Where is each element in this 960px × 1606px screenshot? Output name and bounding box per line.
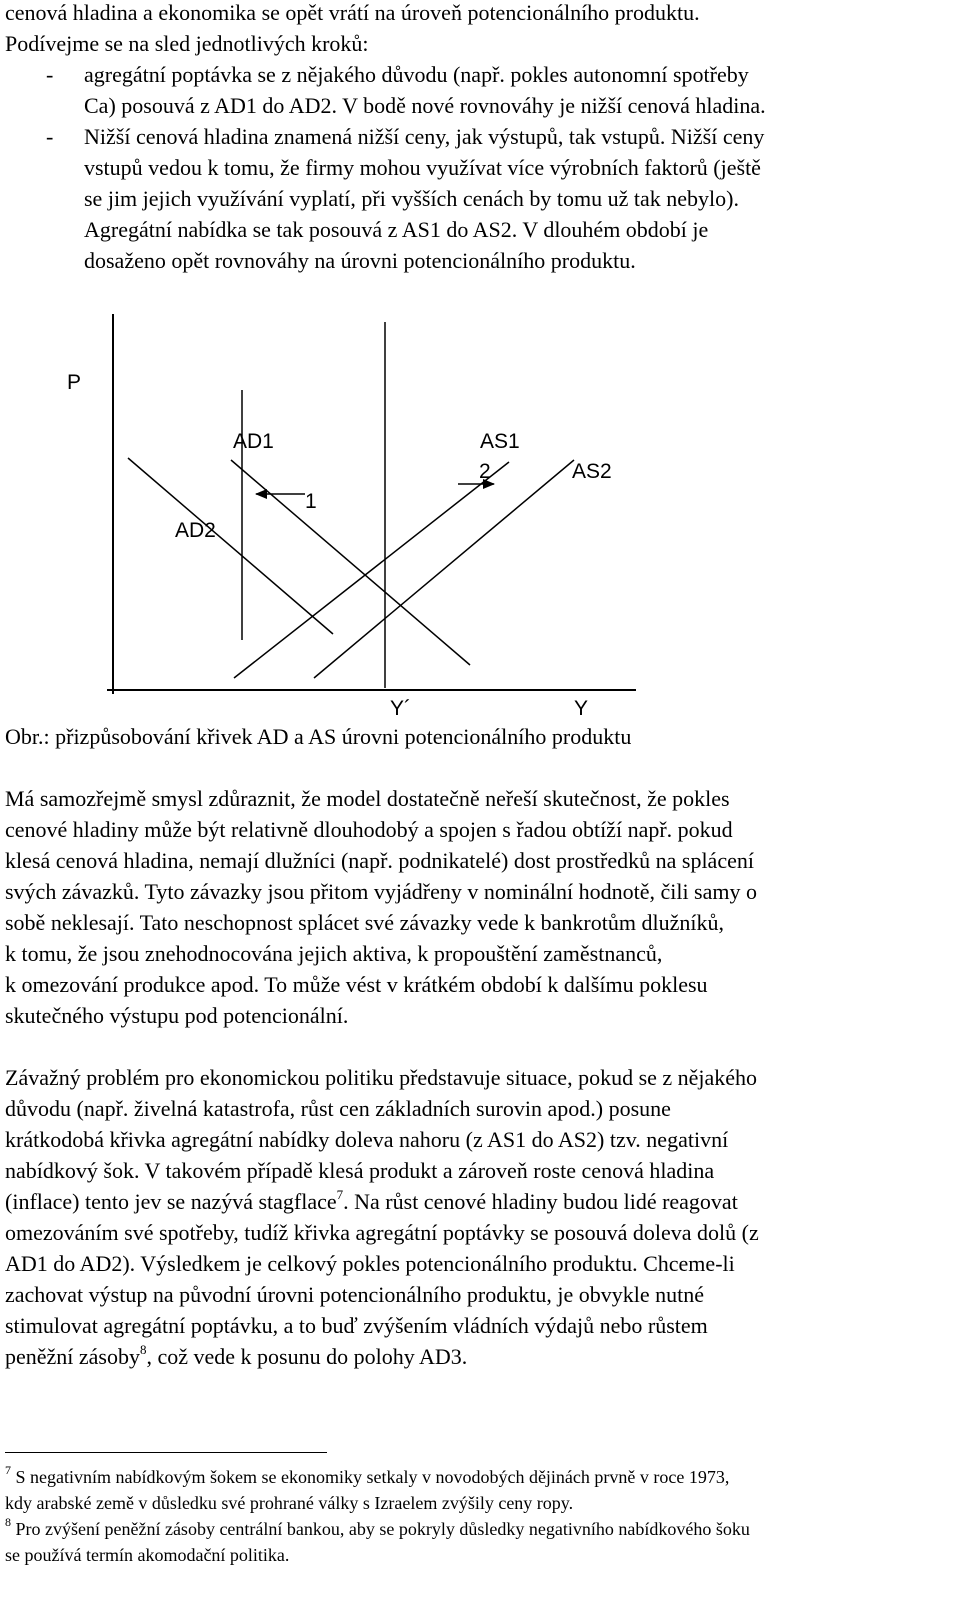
para2-text: (inflace) tento jev se nazývá stagflace bbox=[5, 1189, 337, 1214]
y-axis-label: P bbox=[67, 371, 82, 394]
curve-ad2 bbox=[128, 458, 333, 634]
para1-line: k tomu, že jsou znehodnocována jejich aktiva, k propouštění zaměstnanců, bbox=[5, 941, 663, 966]
label-as2: AS2 bbox=[572, 460, 612, 483]
footnote-ref-7: 7 bbox=[336, 1186, 344, 1202]
footnote-line: kdy arabské země v důsledku své prohrané války s Izraelem zvýšily ceny ropy. bbox=[5, 1493, 574, 1513]
para1-line: k omezování produkce apod. To může vést v krátkém období k dalšímu poklesu bbox=[5, 972, 708, 997]
para2-line: stimulovat agregátní poptávku, a to buď zvýšením vládních výdajů nebo růstem bbox=[5, 1313, 708, 1338]
label-point-1: 1 bbox=[305, 490, 317, 513]
bullet-line: agregátní poptávka se z nějakého důvodu (např. pokles autonomní spotřeby bbox=[84, 62, 749, 87]
para1-line: sobě neklesají. Tato neschopnost splácet své závazky vede k bankrotům dlužníků, bbox=[5, 910, 724, 935]
footnote-number: 7 bbox=[5, 1463, 11, 1477]
footnote-text: S negativním nabídkovým šokem se ekonomiky setkaly v novodobých dějinách prvně v roce 1973, bbox=[15, 1467, 730, 1487]
para2-text: , což vede k posunu do polohy AD3. bbox=[146, 1344, 468, 1369]
bullet-line: dosaženo opět rovnováhy na úrovni potencionálního produktu. bbox=[84, 248, 636, 273]
label-ad1: AD1 bbox=[233, 430, 274, 453]
para2-line bbox=[5, 1341, 467, 1372]
bullet-line: vstupů vedou k tomu, že firmy mohou využívat více výrobních faktorů (ještě bbox=[84, 155, 761, 180]
footnote-7 bbox=[5, 1464, 729, 1490]
para1-line: Má samozřejmě smysl zdůraznit, že model dostatečně neřeší skutečnost, že pokles bbox=[5, 786, 730, 811]
para2-line: Závažný problém pro ekonomickou politiku představuje situace, pokud se z nějakého bbox=[5, 1065, 758, 1090]
bullet-line: Nižší cenová hladina znamená nižší ceny, jak výstupů, tak vstupů. Nižší ceny bbox=[84, 124, 765, 149]
para2-line bbox=[5, 1186, 738, 1217]
para2-line: AD1 do AD2). Výsledkem je celkový pokles potencionálního produktu. Chceme-li bbox=[5, 1251, 735, 1276]
para1-line: klesá cenová hladina, nemají dlužníci (např. podnikatelé) dost prostředků na splácení bbox=[5, 848, 754, 873]
bullet-line: Ca) posouvá z AD1 do AD2. V bodě nové rovnováhy je nižší cenová hladina. bbox=[84, 93, 766, 118]
para2-text: . Na růst cenové hladiny budou lidé reagovat bbox=[343, 1189, 738, 1214]
label-point-2: 2 bbox=[479, 460, 491, 483]
para2-line: důvodu (např. živelná katastrofa, růst cen základních surovin apod.) posune bbox=[5, 1096, 671, 1121]
bullet-dash: - bbox=[46, 124, 54, 149]
bullet-line: se jim jejich využívání vyplatí, při vyšších cenách by tomu už tak nebylo). bbox=[84, 186, 739, 211]
para2-text: peněžní zásoby bbox=[5, 1344, 140, 1369]
intro-line: Podívejme se na sled jednotlivých kroků: bbox=[5, 31, 369, 56]
para2-line: krátkodobá křivka agregátní nabídky doleva nahoru (z AS1 do AS2) tzv. negativní bbox=[5, 1127, 729, 1152]
footnote-number: 8 bbox=[5, 1515, 11, 1529]
para2-line: omezováním své spotřeby, tudíž křivka agregátní poptávky se posouvá doleva dolů (z bbox=[5, 1220, 759, 1245]
label-ad2: AD2 bbox=[175, 519, 216, 542]
para1-line: cenové hladiny může být relativně dlouhodobý a spojen s řadou obtíží např. pokud bbox=[5, 817, 733, 842]
label-as1: AS1 bbox=[480, 430, 520, 453]
para1-line: skutečného výstupu pod potencionální. bbox=[5, 1003, 349, 1028]
para1-line: svých závazků. Tyto závazky jsou přitom vyjádřeny v nominální hodnotě, čili samy o bbox=[5, 879, 757, 904]
ad-as-diagram bbox=[0, 300, 960, 730]
bullet-dash: - bbox=[46, 62, 54, 87]
curve-as2 bbox=[314, 460, 574, 678]
footnote-line: se používá termín akomodační politika. bbox=[5, 1545, 290, 1565]
para2-line: nabídkový šok. V takovém případě klesá produkt a zároveň roste cenová hladina bbox=[5, 1158, 715, 1183]
intro-line: cenová hladina a ekonomika se opět vrátí na úroveň potencionálního produktu. bbox=[5, 0, 700, 25]
footnote-text: Pro zvýšení peněžní zásoby centrální bankou, aby se pokryly důsledky negativního nabídkového šoku bbox=[15, 1519, 750, 1539]
para2-line: zachovat výstup na původní úrovni potencionálního produktu, je obvykle nutné bbox=[5, 1282, 704, 1307]
footnote-separator bbox=[5, 1452, 327, 1453]
x-tick-y: Y bbox=[574, 697, 589, 720]
bullet-line: Agregátní nabídka se tak posouvá z AS1 do AS2. V dlouhém období je bbox=[84, 217, 709, 242]
footnote-ref-8: 8 bbox=[140, 1341, 147, 1357]
x-tick-y-prime: Y´ bbox=[390, 697, 411, 720]
footnote-8 bbox=[5, 1516, 750, 1542]
curve-ad1 bbox=[231, 460, 470, 665]
figure-caption: Obr.: přizpůsobování křivek AD a AS úrovni potencionálního produktu bbox=[5, 724, 632, 749]
